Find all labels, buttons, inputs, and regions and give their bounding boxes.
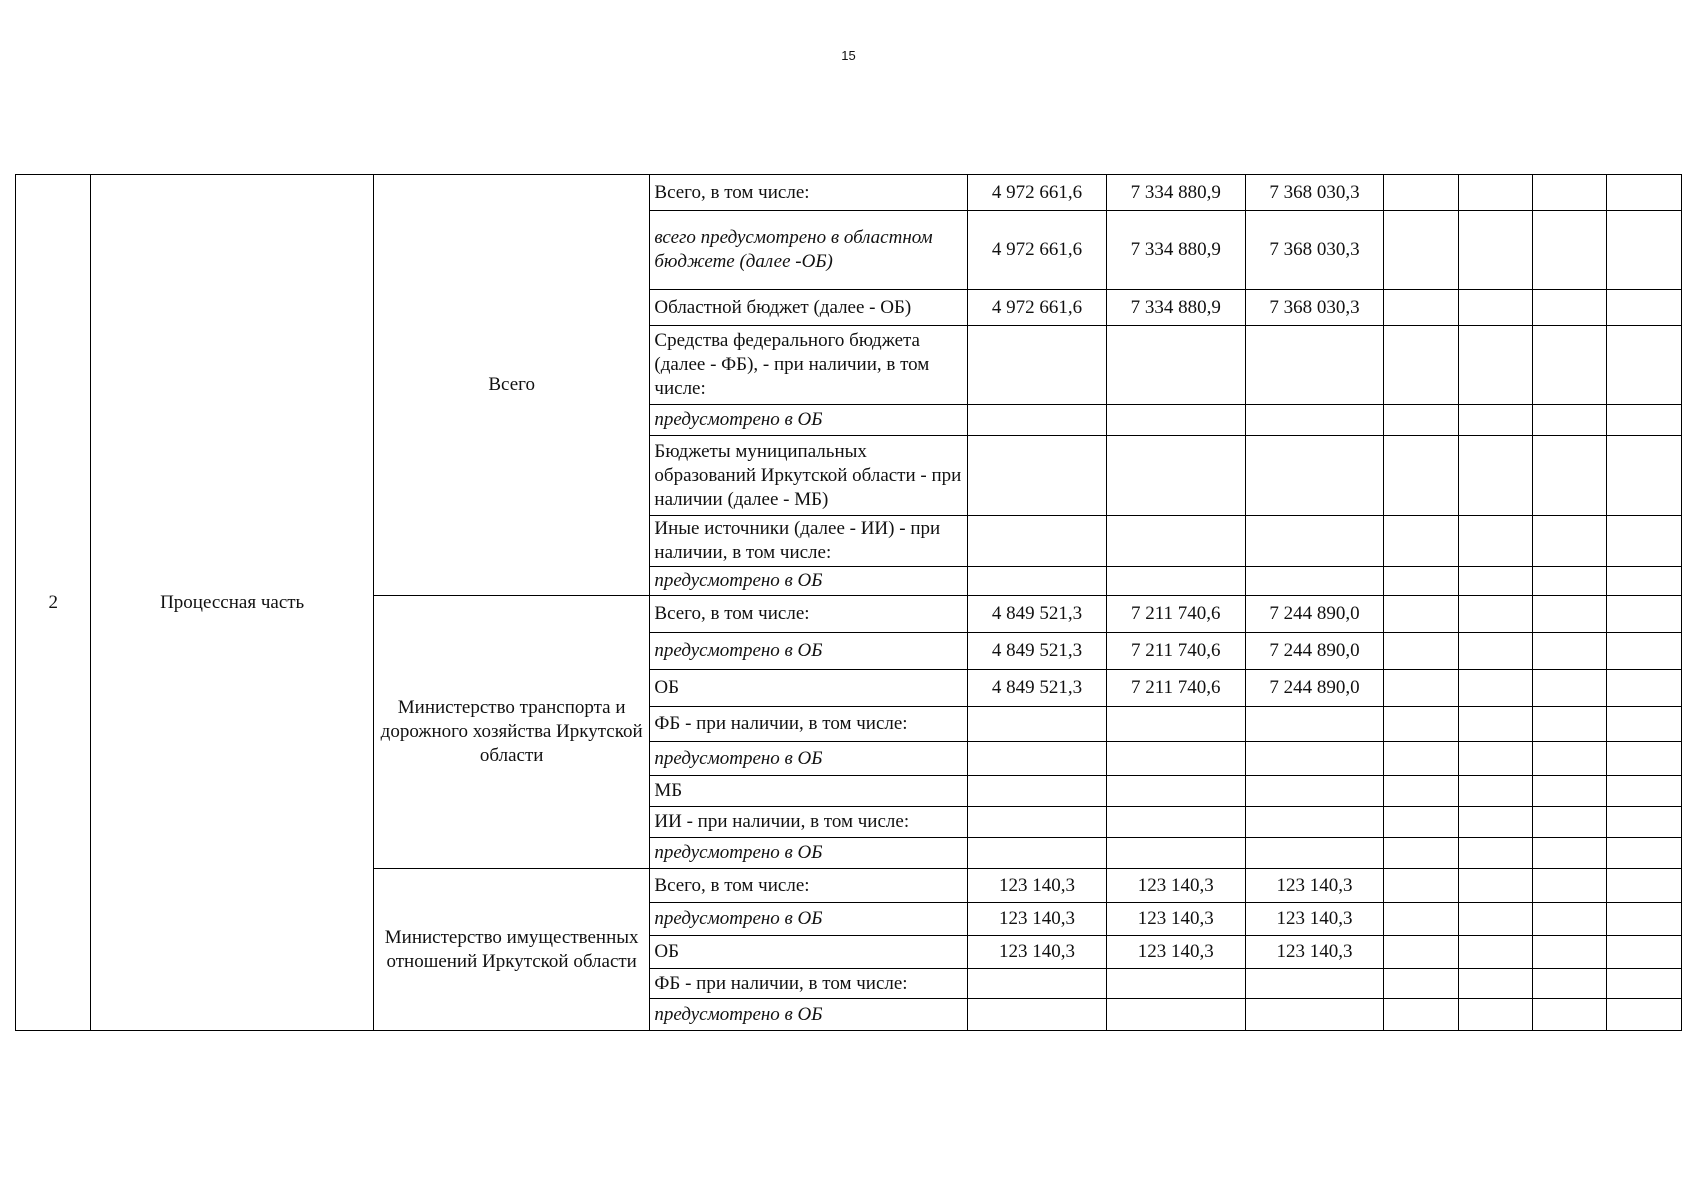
empty-cell — [1384, 405, 1458, 436]
empty-cell — [1607, 405, 1682, 436]
empty-cell — [1458, 776, 1532, 807]
value-cell — [1245, 405, 1384, 436]
table-row — [16, 175, 1682, 211]
source-label: предусмотрено в ОБ — [650, 838, 968, 869]
value-cell: 7 368 030,3 — [1245, 211, 1384, 290]
empty-cell — [1458, 670, 1532, 707]
empty-cell — [1458, 903, 1532, 936]
value-cell: 123 140,3 — [968, 936, 1107, 969]
empty-cell — [1607, 776, 1682, 807]
empty-cell — [1384, 516, 1458, 567]
value-cell: 123 140,3 — [1106, 936, 1245, 969]
empty-cell — [1533, 776, 1607, 807]
value-cell — [1106, 405, 1245, 436]
value-cell — [968, 838, 1107, 869]
value-cell: 7 334 880,9 — [1106, 211, 1245, 290]
empty-cell — [1384, 742, 1458, 776]
value-cell — [968, 742, 1107, 776]
value-cell — [968, 969, 1107, 999]
empty-cell — [1607, 596, 1682, 633]
value-cell — [1106, 326, 1245, 405]
source-label: Иные источники (далее - ИИ) - при наличии, в том числе: — [650, 516, 968, 567]
empty-cell — [1384, 175, 1458, 211]
empty-cell — [1533, 567, 1607, 596]
source-label: Средства федерального бюджета (далее - ФБ), - при наличии, в том числе: — [650, 326, 968, 405]
value-cell: 7 244 890,0 — [1245, 596, 1384, 633]
source-label: предусмотрено в ОБ — [650, 567, 968, 596]
empty-cell — [1384, 999, 1458, 1031]
empty-cell — [1458, 290, 1532, 326]
empty-cell — [1533, 405, 1607, 436]
source-label: ИИ - при наличии, в том числе: — [650, 807, 968, 838]
empty-cell — [1384, 807, 1458, 838]
empty-cell — [1607, 999, 1682, 1031]
source-label: предусмотрено в ОБ — [650, 405, 968, 436]
empty-cell — [1533, 175, 1607, 211]
value-cell: 7 211 740,6 — [1106, 633, 1245, 670]
empty-cell — [1607, 567, 1682, 596]
empty-cell — [1458, 707, 1532, 742]
value-cell — [1245, 742, 1384, 776]
empty-cell — [1384, 903, 1458, 936]
source-label: предусмотрено в ОБ — [650, 633, 968, 670]
value-cell — [1245, 969, 1384, 999]
value-cell — [1245, 999, 1384, 1031]
empty-cell — [1607, 211, 1682, 290]
value-cell: 7 368 030,3 — [1245, 290, 1384, 326]
empty-cell — [1533, 742, 1607, 776]
value-cell — [1245, 807, 1384, 838]
value-cell — [1106, 516, 1245, 567]
budget-table — [15, 174, 1682, 1031]
empty-cell — [1384, 936, 1458, 969]
value-cell: 123 140,3 — [1245, 903, 1384, 936]
value-cell — [1106, 742, 1245, 776]
value-cell — [1106, 969, 1245, 999]
executor-cell: Всего — [373, 175, 649, 596]
empty-cell — [1458, 807, 1532, 838]
value-cell: 4 972 661,6 — [968, 290, 1107, 326]
empty-cell — [1458, 596, 1532, 633]
empty-cell — [1458, 211, 1532, 290]
empty-cell — [1458, 175, 1532, 211]
empty-cell — [1607, 326, 1682, 405]
value-cell — [968, 776, 1107, 807]
empty-cell — [1607, 633, 1682, 670]
executor-cell: Министерство имущественных отношений Иркутской области — [373, 869, 649, 1031]
value-cell — [1245, 776, 1384, 807]
value-cell: 4 849 521,3 — [968, 596, 1107, 633]
empty-cell — [1607, 807, 1682, 838]
empty-cell — [1533, 516, 1607, 567]
empty-cell — [1458, 405, 1532, 436]
value-cell: 123 140,3 — [1245, 869, 1384, 903]
empty-cell — [1384, 290, 1458, 326]
empty-cell — [1607, 175, 1682, 211]
value-cell: 7 244 890,0 — [1245, 670, 1384, 707]
empty-cell — [1384, 838, 1458, 869]
empty-cell — [1607, 516, 1682, 567]
value-cell — [1106, 707, 1245, 742]
source-label: Всего, в том числе: — [650, 175, 968, 211]
value-cell — [968, 326, 1107, 405]
value-cell: 7 211 740,6 — [1106, 596, 1245, 633]
empty-cell — [1533, 936, 1607, 969]
value-cell: 4 849 521,3 — [968, 670, 1107, 707]
empty-cell — [1607, 670, 1682, 707]
value-cell — [1245, 436, 1384, 516]
source-label: МБ — [650, 776, 968, 807]
source-label: предусмотрено в ОБ — [650, 903, 968, 936]
empty-cell — [1458, 742, 1532, 776]
value-cell — [1106, 776, 1245, 807]
value-cell — [1245, 707, 1384, 742]
empty-cell — [1384, 707, 1458, 742]
empty-cell — [1533, 707, 1607, 742]
value-cell: 123 140,3 — [1106, 903, 1245, 936]
empty-cell — [1607, 838, 1682, 869]
empty-cell — [1458, 869, 1532, 903]
empty-cell — [1458, 633, 1532, 670]
value-cell: 4 849 521,3 — [968, 633, 1107, 670]
source-label: всего предусмотрено в областном бюджете (далее -ОБ) — [650, 211, 968, 290]
empty-cell — [1458, 436, 1532, 516]
value-cell — [1106, 807, 1245, 838]
value-cell: 123 140,3 — [968, 869, 1107, 903]
empty-cell — [1384, 869, 1458, 903]
empty-cell — [1384, 436, 1458, 516]
value-cell — [968, 707, 1107, 742]
empty-cell — [1384, 326, 1458, 405]
empty-cell — [1607, 436, 1682, 516]
value-cell — [1245, 567, 1384, 596]
value-cell: 4 972 661,6 — [968, 175, 1107, 211]
empty-cell — [1384, 633, 1458, 670]
empty-cell — [1533, 999, 1607, 1031]
source-label: предусмотрено в ОБ — [650, 742, 968, 776]
value-cell: 7 211 740,6 — [1106, 670, 1245, 707]
empty-cell — [1533, 903, 1607, 936]
empty-cell — [1607, 290, 1682, 326]
empty-cell — [1607, 869, 1682, 903]
value-cell: 123 140,3 — [968, 903, 1107, 936]
empty-cell — [1458, 567, 1532, 596]
value-cell: 7 334 880,9 — [1106, 290, 1245, 326]
value-cell — [968, 516, 1107, 567]
value-cell: 7 368 030,3 — [1245, 175, 1384, 211]
source-label: Всего, в том числе: — [650, 596, 968, 633]
value-cell: 7 244 890,0 — [1245, 633, 1384, 670]
empty-cell — [1533, 290, 1607, 326]
block-name: Процессная часть — [91, 175, 374, 1031]
source-label: Областной бюджет (далее - ОБ) — [650, 290, 968, 326]
value-cell: 123 140,3 — [1106, 869, 1245, 903]
source-label: ОБ — [650, 936, 968, 969]
empty-cell — [1458, 516, 1532, 567]
value-cell — [968, 405, 1107, 436]
empty-cell — [1533, 211, 1607, 290]
empty-cell — [1458, 999, 1532, 1031]
block-number: 2 — [16, 175, 91, 1031]
value-cell — [968, 567, 1107, 596]
value-cell — [1106, 999, 1245, 1031]
empty-cell — [1533, 807, 1607, 838]
empty-cell — [1384, 776, 1458, 807]
empty-cell — [1607, 742, 1682, 776]
empty-cell — [1533, 869, 1607, 903]
source-label: предусмотрено в ОБ — [650, 999, 968, 1031]
value-cell — [968, 807, 1107, 838]
value-cell — [1245, 326, 1384, 405]
value-cell — [1106, 436, 1245, 516]
executor-cell: Министерство транспорта и дорожного хозяйства Иркутской области — [373, 596, 649, 869]
value-cell — [968, 999, 1107, 1031]
source-label: ФБ - при наличии, в том числе: — [650, 969, 968, 999]
empty-cell — [1607, 969, 1682, 999]
empty-cell — [1533, 969, 1607, 999]
value-cell — [1245, 516, 1384, 567]
page-number: 15 — [841, 48, 856, 63]
empty-cell — [1607, 903, 1682, 936]
source-label: ФБ - при наличии, в том числе: — [650, 707, 968, 742]
value-cell — [968, 436, 1107, 516]
empty-cell — [1384, 567, 1458, 596]
empty-cell — [1458, 969, 1532, 999]
empty-cell — [1533, 838, 1607, 869]
empty-cell — [1533, 633, 1607, 670]
empty-cell — [1384, 211, 1458, 290]
empty-cell — [1384, 969, 1458, 999]
value-cell — [1106, 567, 1245, 596]
empty-cell — [1384, 670, 1458, 707]
value-cell — [1106, 838, 1245, 869]
empty-cell — [1533, 326, 1607, 405]
empty-cell — [1607, 707, 1682, 742]
empty-cell — [1533, 670, 1607, 707]
empty-cell — [1458, 838, 1532, 869]
empty-cell — [1533, 436, 1607, 516]
value-cell: 123 140,3 — [1245, 936, 1384, 969]
empty-cell — [1458, 326, 1532, 405]
source-label: ОБ — [650, 670, 968, 707]
empty-cell — [1607, 936, 1682, 969]
source-label: Всего, в том числе: — [650, 869, 968, 903]
source-label: Бюджеты муниципальных образований Иркутской области - при наличии (далее - МБ) — [650, 436, 968, 516]
value-cell — [1245, 838, 1384, 869]
empty-cell — [1533, 596, 1607, 633]
value-cell: 4 972 661,6 — [968, 211, 1107, 290]
empty-cell — [1384, 596, 1458, 633]
empty-cell — [1458, 936, 1532, 969]
value-cell: 7 334 880,9 — [1106, 175, 1245, 211]
